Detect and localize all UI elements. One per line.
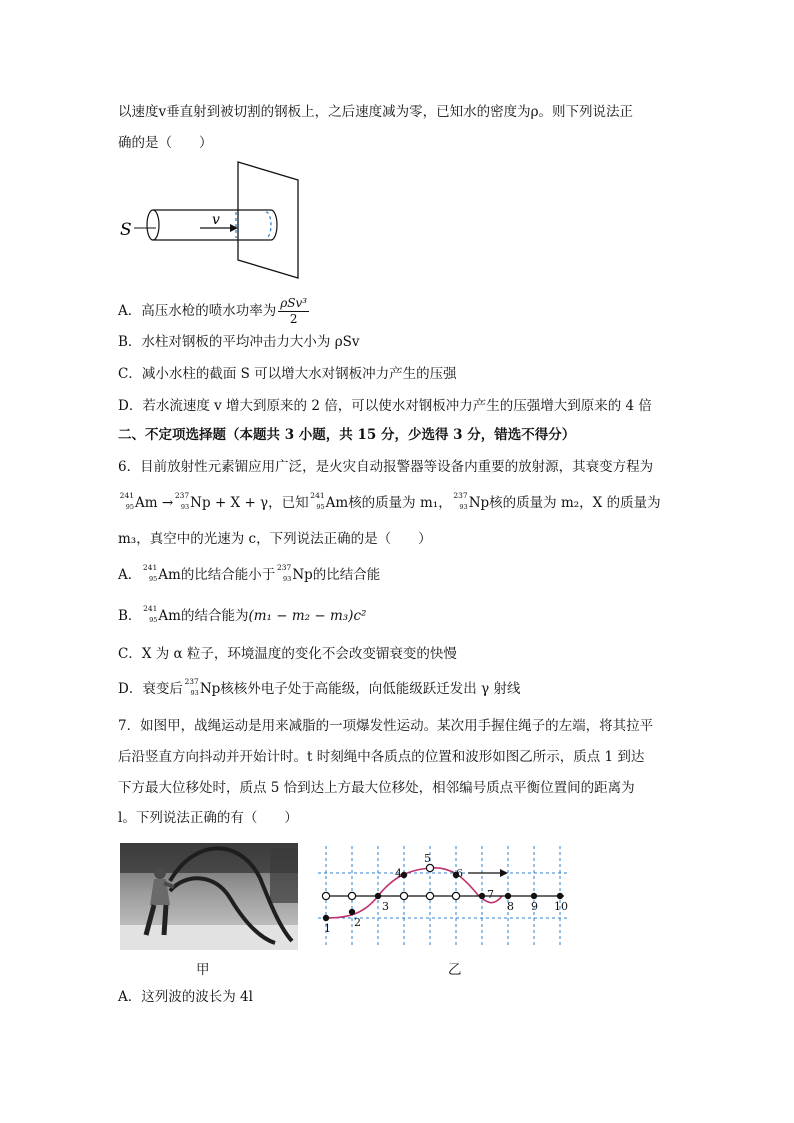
q6-line-3: m₃，真空中的光速为 c，下列说法正确的是（ ） — [118, 531, 432, 547]
equation-rest: + X + γ — [214, 495, 269, 511]
particle-point — [479, 893, 484, 898]
particle-point — [323, 915, 328, 920]
option-a-text: A．高压水枪的喷水功率为 — [118, 303, 277, 319]
wave-points — [322, 852, 568, 935]
particle-label: 6 — [456, 867, 463, 880]
q5-option-c: C．减小水柱的截面 S 可以增大水对钢板冲力产生的压强 — [118, 366, 457, 382]
equilibrium-point — [400, 892, 407, 899]
person-head — [154, 867, 166, 879]
label-v: v — [212, 212, 220, 228]
caption-jia: 甲 — [196, 962, 210, 978]
particle-label: 3 — [382, 900, 389, 913]
particle-label: 5 — [424, 852, 431, 865]
arrow-head-icon — [230, 224, 238, 232]
intro-line-1: 以速度v垂直射到被切割的钢板上，之后速度减为零，已知水的密度为ρ。则下列说法正 — [118, 104, 634, 120]
q7-line-1: 7．如图甲，战绳运动是用来减脂的一项爆发性运动。某次用手握住绳子的左端，将其拉平 — [118, 718, 654, 734]
particle-label: 4 — [395, 867, 402, 880]
equilibrium-point — [322, 892, 329, 899]
particle-point — [531, 893, 536, 898]
equilibrium-point — [452, 892, 459, 899]
particle-point — [426, 864, 433, 871]
decay-arrow: → — [161, 495, 174, 511]
propagation-arrow-icon — [500, 869, 508, 877]
q6-line-1: 6．目前放射性元素镅应用广泛，是火灾自动报警器等设备内重要的放射源，其衰变方程为 — [118, 459, 654, 475]
label-S: S — [120, 220, 132, 240]
equilibrium-point — [426, 892, 433, 899]
q6-option-c: C．X 为 α 粒子，环境温度的变化不会改变镅衰变的快慢 — [118, 646, 457, 662]
particle-point — [349, 909, 354, 914]
q6-option-a: A． 241 95 Am的比结合能小于 237 93 Np的比结合能 — [118, 563, 381, 583]
water-jet-figure — [116, 160, 306, 285]
battle-rope-photo — [120, 843, 298, 950]
q6-option-b: B． 241 95 Am的结合能为(m₁ − m₂ − m₃)c² — [118, 604, 367, 624]
particle-label: 1 — [324, 922, 331, 935]
particle-point — [505, 893, 510, 898]
binding-energy-formula: (m₁ − m₂ − m₃)c² — [248, 608, 367, 624]
q5-option-b: B．水柱对钢板的平均冲击力大小为 ρSv — [118, 334, 360, 350]
section-heading: 二、不定项选择题（本题共 3 小题，共 15 分，少选得 3 分，错选不得分） — [118, 427, 576, 443]
q6-line-2: 241 95 Am → 237 93 Np + X + γ，已知 241 95 Am核的质量为 m₁， 237 93 Np核的质量为 m₂，X 的质量为 — [119, 491, 661, 511]
q7-line-2: 后沿竖直方向抖动并开始计时。t 时刻绳中各质点的位置和波形如图乙所示，质点 1 到达 — [118, 749, 645, 765]
np-symbol: Np — [190, 495, 211, 511]
q7-option-a: A．这列波的波长为 4l — [118, 989, 253, 1005]
q7-line-4: l。下列说法正确的有（ ） — [118, 810, 298, 826]
isotope-np: 237 93 — [174, 491, 190, 511]
particle-label: 9 — [531, 900, 538, 913]
q6-option-d: D．衰变后 237 93 Np核核外电子处于高能级，向低能级跃迁发出 γ 射线 — [118, 677, 521, 697]
intro-line-2: 确的是（ ） — [118, 135, 213, 151]
am-symbol: Am — [135, 495, 158, 511]
particle-label: 10 — [554, 900, 568, 913]
particle-label: 7 — [487, 888, 494, 901]
q5-option-a — [118, 296, 309, 327]
cross-section-ellipse — [147, 210, 159, 240]
particle-point — [557, 893, 562, 898]
q7-line-3: 下方最大位移处时，质点 5 恰到达上方最大位移处，相邻编号质点平衡位置间的距离为 — [118, 780, 635, 796]
power-fraction: $\frac{\text{ρSv³}}{2}$ — [280, 296, 308, 326]
particle-point — [401, 872, 406, 877]
equilibrium-point — [348, 892, 355, 899]
isotope-am: 241 95 — [119, 491, 134, 511]
caption-yi: 乙 — [448, 962, 462, 978]
wave-diagram — [318, 842, 574, 950]
particle-label: 8 — [507, 900, 514, 913]
q5-option-d: D．若水流速度 v 增大到原来的 2 倍，可以使水对钢板冲力产生的压强增大到原来的 4 倍 — [118, 398, 652, 414]
steel-plate — [238, 162, 298, 278]
particle-label: 2 — [354, 916, 361, 929]
particle-point — [375, 893, 380, 898]
